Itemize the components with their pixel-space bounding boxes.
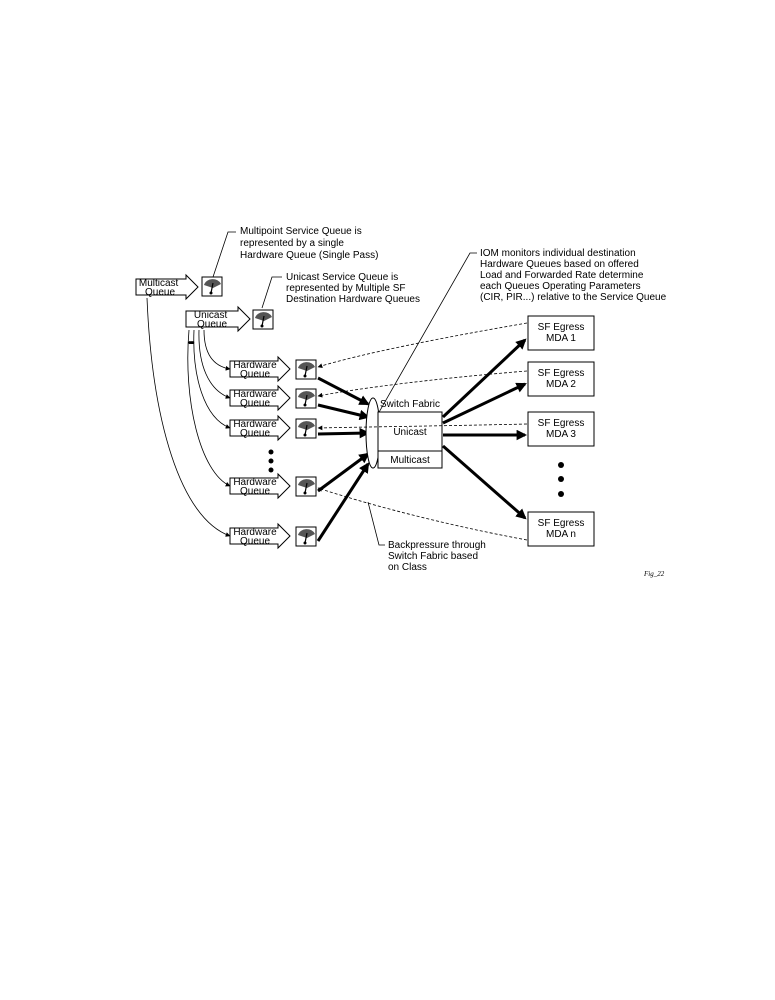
svg-text:SF EgressMDA 1: SF Egress MDA 1 (537, 322, 585, 344)
meter-icon (296, 477, 316, 496)
svg-text:SF EgressMDA 2: SF Egress MDA 2 (537, 368, 585, 390)
hardware-queue (230, 524, 290, 548)
meter-icon (296, 419, 316, 438)
svg-text:HardwareQueue: Hardware Queue (233, 360, 277, 380)
switch-fabric-unicast: Unicast (393, 427, 427, 438)
fabric-egress-arrows (443, 340, 525, 518)
egress-mda (528, 316, 594, 350)
backpressure-leader (368, 502, 385, 545)
svg-text:SF EgressMDA 3: SF Egress MDA 3 (537, 418, 585, 440)
unicast-ellipsis: ••• (188, 338, 193, 349)
iom-note: IOM monitors individual destination Hardware Queues based on offered Load and Forwarded Rate determine each Queues Operating Parameters (CIR, PIR...) relative to the Service Queue (480, 248, 667, 303)
queue-mapping-arrows (147, 298, 230, 536)
hardware-queue (230, 474, 290, 498)
svg-text:SF EgressMDA n: SF Egress MDA n (537, 518, 585, 540)
switch-fabric-title: Switch Fabric (380, 399, 441, 410)
svg-text:Unicast Queue: Unicast Queue (193, 310, 228, 330)
multicast-meter-icon (202, 277, 222, 296)
fabric-ingress-arrows (318, 378, 368, 541)
figure-label: Fig_22 (644, 570, 665, 578)
switch-fabric (366, 398, 442, 468)
multipoint-leader (213, 232, 236, 277)
meter-icon (296, 360, 316, 379)
egress-ellipsis (558, 462, 564, 497)
svg-text:HardwareQueue: Hardware Queue (233, 389, 277, 409)
unicast-note: Unicast Service Queue is represented by Multiple SF Destination Hardware Queues (286, 272, 420, 305)
egress-mda (528, 412, 594, 446)
hardware-queue-ellipsis (269, 450, 274, 473)
multipoint-note: Multipoint Service Queue is represented by a single Hardware Queue (Single Pass) (240, 226, 379, 261)
meter-icon (296, 527, 316, 546)
svg-text:HardwareQueue: Hardware Queue (233, 527, 277, 547)
switch-fabric-multicast: Multicast (390, 455, 430, 466)
hardware-queue (230, 357, 290, 381)
unicast-meter-icon (253, 310, 273, 329)
egress-mda (528, 512, 594, 546)
egress-mda (528, 362, 594, 396)
svg-text:Multicast Queue: Multicast Queue (138, 278, 179, 298)
hardware-queue (230, 416, 290, 440)
svg-text:HardwareQueue: Hardware Queue (233, 477, 277, 497)
svg-text:HardwareQueue: Hardware Queue (233, 419, 277, 439)
multicast-queue (136, 275, 198, 299)
meter-icon (296, 389, 316, 408)
hardware-queue (230, 386, 290, 410)
unicast-leader (262, 277, 282, 308)
backpressure-note: Backpressure through Switch Fabric based on Class (388, 540, 486, 573)
unicast-queue (186, 307, 250, 331)
